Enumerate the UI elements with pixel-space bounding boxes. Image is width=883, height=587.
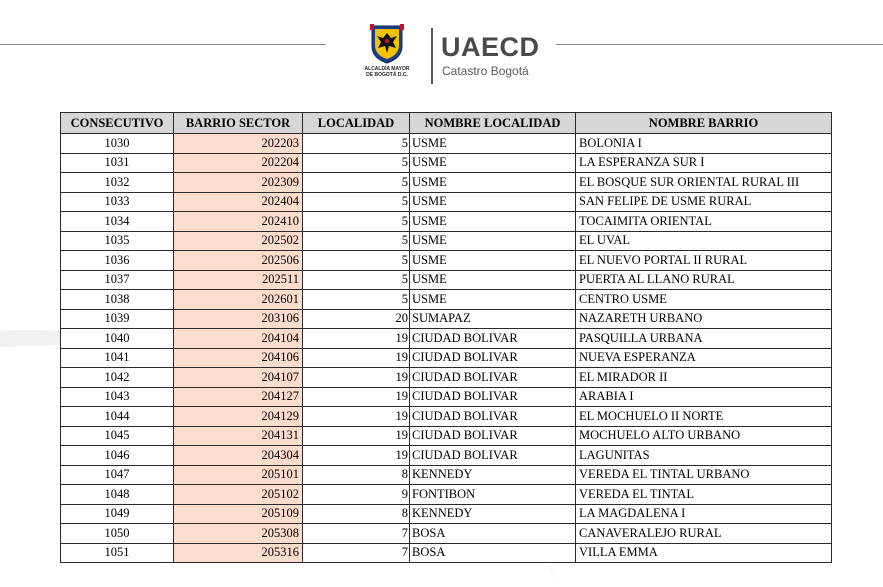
barrio-sector-cell: 204107 <box>174 368 303 388</box>
consecutivo-cell: 1047 <box>61 465 174 485</box>
consecutivo-cell: 1048 <box>61 485 174 505</box>
table-row <box>61 407 832 427</box>
nombre-localidad-cell: USME <box>410 192 576 212</box>
nombre-barrio-cell: NUEVA ESPERANZA <box>576 348 832 368</box>
nombre-barrio-cell: VEREDA EL TINTAL <box>576 485 832 505</box>
table-row <box>61 192 832 212</box>
nombre-localidad-cell: CIUDAD BOLIVAR <box>410 407 576 427</box>
localidad-cell: 19 <box>303 368 410 388</box>
table-body <box>61 134 832 563</box>
barrio-sector-cell: 202203 <box>174 134 303 154</box>
nombre-barrio-cell: PUERTA AL LLANO RURAL <box>576 270 832 290</box>
nombre-barrio-cell: CENTRO USME <box>576 290 832 310</box>
nombre-barrio-cell: PASQUILLA URBANA <box>576 329 832 349</box>
barrio-sector-cell: 202404 <box>174 192 303 212</box>
localidad-cell: 9 <box>303 485 410 505</box>
nombre-localidad-cell: USME <box>410 231 576 251</box>
consecutivo-cell: 1049 <box>61 504 174 524</box>
nombre-localidad-cell: CIUDAD BOLIVAR <box>410 368 576 388</box>
localidad-cell: 5 <box>303 134 410 154</box>
nombre-localidad-cell: USME <box>410 251 576 271</box>
localidad-cell: 8 <box>303 465 410 485</box>
consecutivo-cell: 1037 <box>61 270 174 290</box>
barrio-sector-cell: 205316 <box>174 543 303 563</box>
barrio-sector-cell: 204129 <box>174 407 303 427</box>
localidad-cell: 19 <box>303 348 410 368</box>
nombre-barrio-cell: EL MIRADOR II <box>576 368 832 388</box>
nombre-barrio-cell: LAGUNITAS <box>576 446 832 466</box>
table-row <box>61 309 832 329</box>
nombre-barrio-cell: NAZARETH URBANO <box>576 309 832 329</box>
localidad-cell: 5 <box>303 231 410 251</box>
brand-subtitle: Catastro Bogotá <box>442 64 529 78</box>
nombre-localidad-cell: CIUDAD BOLIVAR <box>410 446 576 466</box>
consecutivo-cell: 1036 <box>61 251 174 271</box>
nombre-localidad-cell: CIUDAD BOLIVAR <box>410 329 576 349</box>
consecutivo-cell: 1051 <box>61 543 174 563</box>
nombre-localidad-cell: CIUDAD BOLIVAR <box>410 387 576 407</box>
table-row <box>61 485 832 505</box>
barrio-sector-cell: 202601 <box>174 290 303 310</box>
nombre-localidad-cell: FONTIBON <box>410 485 576 505</box>
nombre-localidad-cell: CIUDAD BOLIVAR <box>410 426 576 446</box>
barrio-sector-cell: 202204 <box>174 153 303 173</box>
barrio-sector-cell: 205101 <box>174 465 303 485</box>
table-row <box>61 134 832 154</box>
consecutivo-cell: 1033 <box>61 192 174 212</box>
header-nombre-localidad: NOMBRE LOCALIDAD <box>410 113 576 134</box>
table-row <box>61 348 832 368</box>
localidad-cell: 7 <box>303 543 410 563</box>
nombre-barrio-cell: EL BOSQUE SUR ORIENTAL RURAL III <box>576 173 832 193</box>
table-header-row <box>61 113 832 134</box>
consecutivo-cell: 1032 <box>61 173 174 193</box>
nombre-barrio-cell: BOLONIA I <box>576 134 832 154</box>
alcaldia-line-1: ALCALDÍA MAYOR <box>364 66 410 72</box>
barrio-sector-cell: 202410 <box>174 212 303 232</box>
consecutivo-cell: 1034 <box>61 212 174 232</box>
nombre-localidad-cell: CIUDAD BOLIVAR <box>410 348 576 368</box>
localidad-cell: 5 <box>303 192 410 212</box>
barrio-sector-cell: 204131 <box>174 426 303 446</box>
nombre-barrio-cell: EL UVAL <box>576 231 832 251</box>
barrio-sector-cell: 204106 <box>174 348 303 368</box>
header-nombre-barrio: NOMBRE BARRIO <box>576 113 832 134</box>
nombre-localidad-cell: BOSA <box>410 543 576 563</box>
localidad-cell: 19 <box>303 446 410 466</box>
header-consecutivo: CONSECUTIVO <box>61 113 174 134</box>
consecutivo-cell: 1031 <box>61 153 174 173</box>
barrio-sector-cell: 204104 <box>174 329 303 349</box>
barrio-sector-cell: 202511 <box>174 270 303 290</box>
localidad-cell: 19 <box>303 387 410 407</box>
nombre-barrio-cell: LA MAGDALENA I <box>576 504 832 524</box>
table-row <box>61 270 832 290</box>
barrio-sector-cell: 205102 <box>174 485 303 505</box>
consecutivo-cell: 1040 <box>61 329 174 349</box>
coat-of-arms-icon <box>368 24 406 64</box>
localidad-cell: 5 <box>303 251 410 271</box>
table-row <box>61 251 832 271</box>
header-barrio-sector: BARRIO SECTOR <box>174 113 303 134</box>
localidad-cell: 5 <box>303 270 410 290</box>
table-row <box>61 387 832 407</box>
table-row <box>61 173 832 193</box>
table-row <box>61 329 832 349</box>
localidad-cell: 5 <box>303 212 410 232</box>
table-row <box>61 153 832 173</box>
barrio-sector-cell: 202502 <box>174 231 303 251</box>
consecutivo-cell: 1046 <box>61 446 174 466</box>
header-localidad: LOCALIDAD <box>303 113 410 134</box>
table-row <box>61 368 832 388</box>
consecutivo-cell: 1045 <box>61 426 174 446</box>
localidad-cell: 8 <box>303 504 410 524</box>
logo-divider <box>431 28 433 84</box>
consecutivo-cell: 1038 <box>61 290 174 310</box>
alcaldia-logo <box>356 24 418 86</box>
localidad-cell: 20 <box>303 309 410 329</box>
table-row <box>61 524 832 544</box>
nombre-localidad-cell: SUMAPAZ <box>410 309 576 329</box>
table-row <box>61 543 832 563</box>
barrio-sector-cell: 203106 <box>174 309 303 329</box>
nombre-localidad-cell: KENNEDY <box>410 504 576 524</box>
barrios-table <box>60 112 832 563</box>
table-row <box>61 231 832 251</box>
nombre-localidad-cell: USME <box>410 270 576 290</box>
nombre-barrio-cell: VILLA EMMA <box>576 543 832 563</box>
barrio-sector-cell: 202506 <box>174 251 303 271</box>
barrio-sector-cell: 205109 <box>174 504 303 524</box>
nombre-localidad-cell: BOSA <box>410 524 576 544</box>
consecutivo-cell: 1043 <box>61 387 174 407</box>
localidad-cell: 19 <box>303 426 410 446</box>
consecutivo-cell: 1044 <box>61 407 174 427</box>
nombre-barrio-cell: MOCHUELO ALTO URBANO <box>576 426 832 446</box>
nombre-localidad-cell: USME <box>410 290 576 310</box>
nombre-barrio-cell: ARABIA I <box>576 387 832 407</box>
nombre-localidad-cell: USME <box>410 134 576 154</box>
nombre-localidad-cell: USME <box>410 173 576 193</box>
nombre-barrio-cell: EL NUEVO PORTAL II RURAL <box>576 251 832 271</box>
consecutivo-cell: 1039 <box>61 309 174 329</box>
table-row <box>61 504 832 524</box>
nombre-barrio-cell: LA ESPERANZA SUR I <box>576 153 832 173</box>
nombre-barrio-cell: SAN FELIPE DE USME RURAL <box>576 192 832 212</box>
localidad-cell: 5 <box>303 173 410 193</box>
table-row <box>61 290 832 310</box>
nombre-barrio-cell: VEREDA EL TINTAL URBANO <box>576 465 832 485</box>
header-rule-right <box>556 44 883 45</box>
barrio-sector-cell: 204304 <box>174 446 303 466</box>
barrio-sector-cell: 204127 <box>174 387 303 407</box>
alcaldia-line-2: DE BOGOTÁ D.C. <box>366 72 408 78</box>
consecutivo-cell: 1035 <box>61 231 174 251</box>
header-rule-left <box>0 44 326 45</box>
nombre-barrio-cell: CANAVERALEJO RURAL <box>576 524 832 544</box>
localidad-cell: 7 <box>303 524 410 544</box>
consecutivo-cell: 1030 <box>61 134 174 154</box>
barrio-sector-cell: 202309 <box>174 173 303 193</box>
table-row <box>61 446 832 466</box>
brand-title: UAECD <box>441 32 540 62</box>
nombre-localidad-cell: USME <box>410 153 576 173</box>
alcaldia-caption <box>356 66 418 78</box>
nombre-localidad-cell: USME <box>410 212 576 232</box>
barrios-table-container <box>60 112 832 563</box>
table-row <box>61 465 832 485</box>
nombre-barrio-cell: TOCAIMITA ORIENTAL <box>576 212 832 232</box>
localidad-cell: 5 <box>303 290 410 310</box>
localidad-cell: 19 <box>303 329 410 349</box>
table-row <box>61 426 832 446</box>
barrio-sector-cell: 205308 <box>174 524 303 544</box>
consecutivo-cell: 1050 <box>61 524 174 544</box>
table-row <box>61 212 832 232</box>
nombre-localidad-cell: KENNEDY <box>410 465 576 485</box>
consecutivo-cell: 1041 <box>61 348 174 368</box>
localidad-cell: 5 <box>303 153 410 173</box>
localidad-cell: 19 <box>303 407 410 427</box>
nombre-barrio-cell: EL MOCHUELO II NORTE <box>576 407 832 427</box>
consecutivo-cell: 1042 <box>61 368 174 388</box>
